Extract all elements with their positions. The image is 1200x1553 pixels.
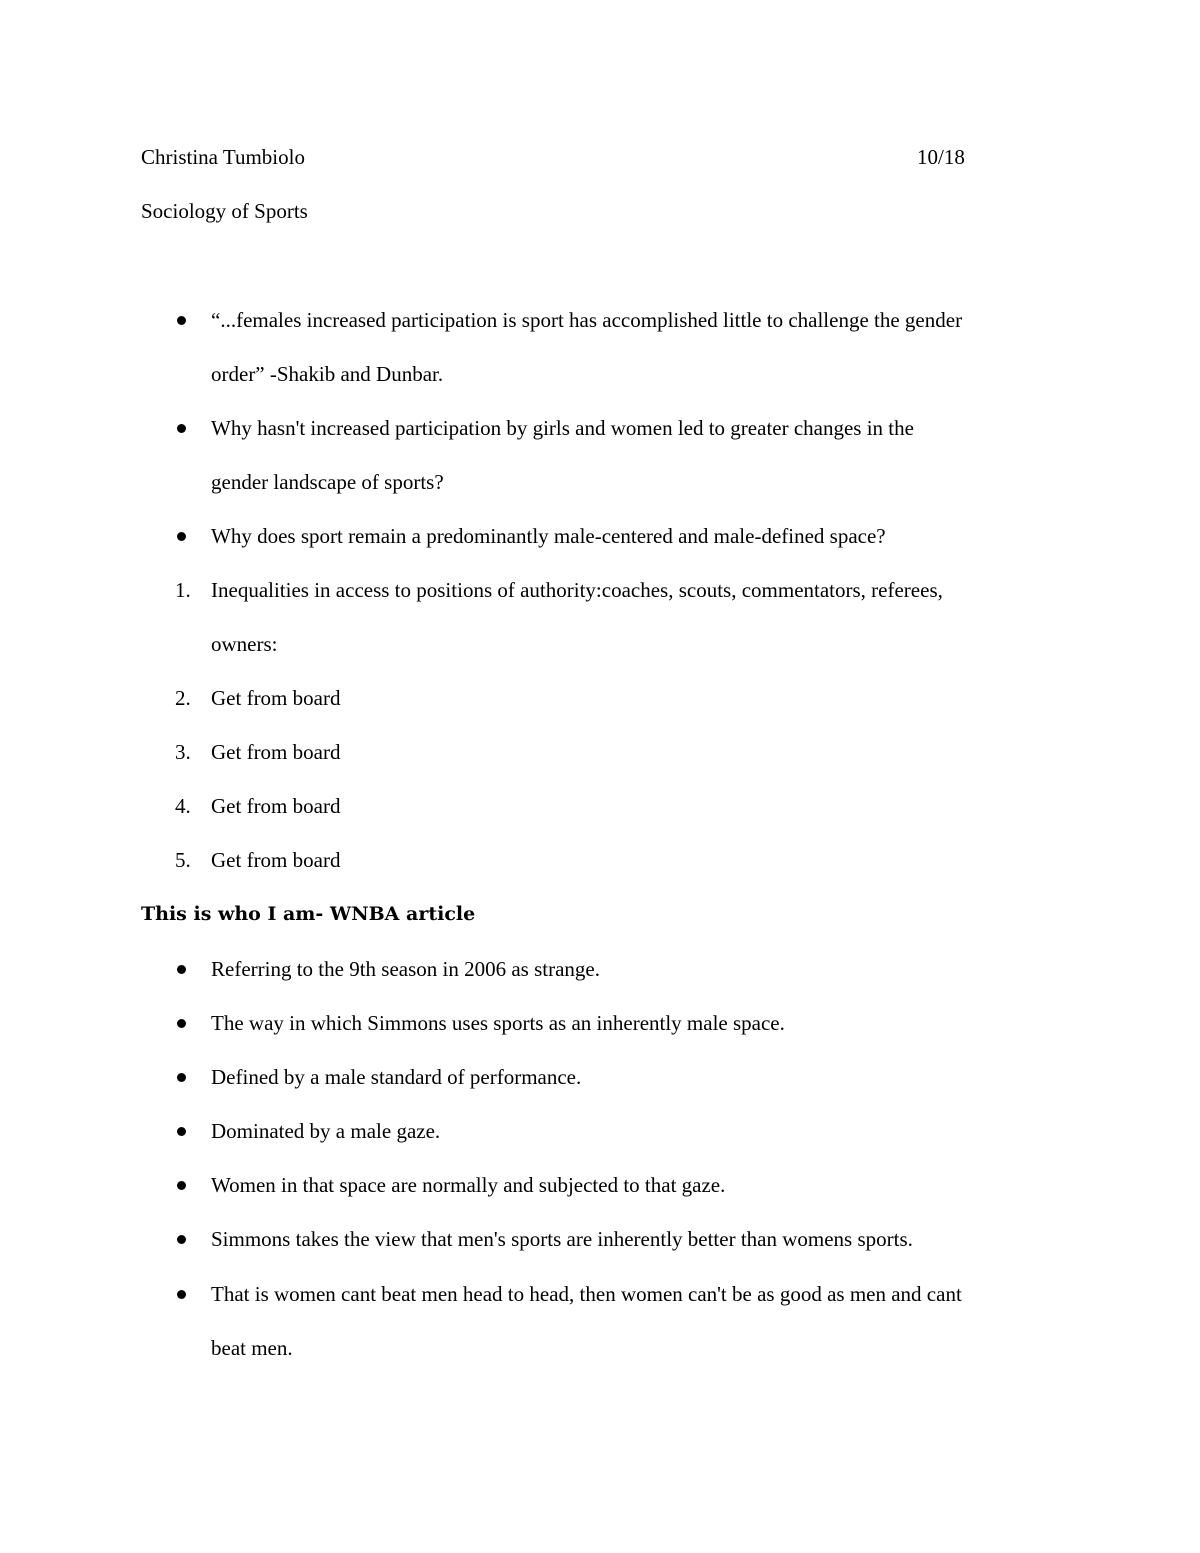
bullet-icon bbox=[177, 1181, 186, 1190]
bullet-icon bbox=[177, 1019, 186, 1028]
bullet-icon bbox=[177, 1235, 186, 1244]
bullet-text: Referring to the 9th season in 2006 as strange. bbox=[211, 957, 600, 981]
bullet-icon bbox=[177, 424, 186, 433]
bullet-text: Dominated by a male gaze. bbox=[211, 1119, 441, 1143]
list-number: 4. bbox=[175, 794, 191, 818]
list-number: 3. bbox=[175, 740, 191, 764]
document-date: 10/18 bbox=[917, 145, 965, 169]
list-number: 1. bbox=[175, 578, 191, 602]
bullet-text: Defined by a male standard of performance. bbox=[211, 1065, 582, 1089]
list-item-text-continued: owners: bbox=[211, 632, 278, 656]
bullet-icon bbox=[177, 316, 186, 325]
bullet-text: Simmons takes the view that men's sports are inherently better than womens sports. bbox=[211, 1227, 913, 1251]
list-item-text: Inequalities in access to positions of authority:coaches, scouts, commentators, referees, bbox=[211, 578, 943, 602]
bullet-text: Women in that space are normally and subjected to that gaze. bbox=[211, 1173, 726, 1197]
bullet-text-continued: beat men. bbox=[211, 1336, 293, 1360]
list-number: 5. bbox=[175, 848, 191, 872]
bullet-icon bbox=[177, 1127, 186, 1136]
bullet-text-continued: gender landscape of sports? bbox=[211, 470, 444, 494]
list-item-text: Get from board bbox=[211, 740, 341, 764]
course-title: Sociology of Sports bbox=[141, 199, 308, 223]
list-item-text: Get from board bbox=[211, 686, 341, 710]
bullet-text: “...females increased participation is sport has accomplished little to challenge the gender bbox=[211, 308, 963, 332]
bullet-icon bbox=[177, 532, 186, 541]
section-heading: This is who I am- WNBA article bbox=[141, 903, 476, 925]
list-item-text: Get from board bbox=[211, 794, 341, 818]
bullet-text: Why does sport remain a predominantly male-centered and male-defined space? bbox=[211, 524, 886, 548]
bullet-icon bbox=[177, 965, 186, 974]
bullet-icon bbox=[177, 1290, 186, 1299]
author-name: Christina Tumbiolo bbox=[141, 145, 305, 169]
bullet-text-continued: order” -Shakib and Dunbar. bbox=[211, 362, 444, 386]
list-item-text: Get from board bbox=[211, 848, 341, 872]
bullet-text: That is women cant beat men head to head, then women can't be as good as men and cant bbox=[211, 1282, 962, 1306]
bullet-icon bbox=[177, 1073, 186, 1082]
bullet-text: Why hasn't increased participation by girls and women led to greater changes in the bbox=[211, 416, 914, 440]
list-number: 2. bbox=[175, 686, 191, 710]
bullet-text: The way in which Simmons uses sports as an inherently male space. bbox=[211, 1011, 785, 1035]
